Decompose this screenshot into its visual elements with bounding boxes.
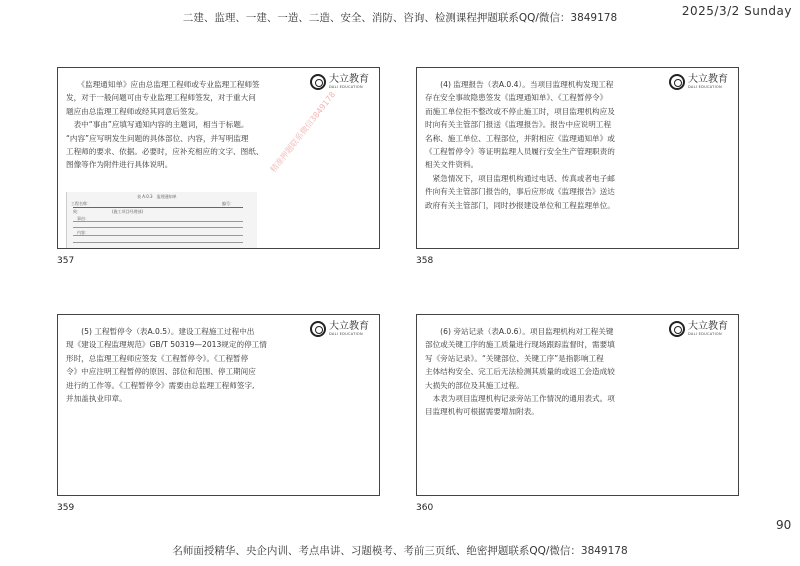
- text-line: 名称、施工单位、工程部位，并附相应《监理通知单》或: [425, 133, 615, 143]
- logo-cn: 大立教育: [329, 73, 369, 85]
- logo-en: DALI EDUCATION: [329, 331, 363, 336]
- text-line: 本表为项目监理机构记录旁站工作情况的通用表式。项: [425, 394, 615, 404]
- slide-text: [425, 78, 665, 212]
- slide-360: [416, 314, 739, 496]
- text-line: 并加盖执业印章。: [66, 394, 127, 404]
- text-line: 件向有关主管部门报告的，事后应形成《监理报告》送达: [425, 187, 615, 197]
- slide-number: 360: [416, 503, 434, 513]
- logo-icon: [310, 74, 326, 90]
- logo: [669, 74, 728, 90]
- logo-icon: [310, 321, 326, 337]
- footer-text: 名师面授精华、央企内训、考点串讲、习题模考、考前三页纸、绝密押题联系QQ/微信：3849178: [172, 545, 628, 557]
- slide-357: [57, 67, 380, 249]
- text-line: 《工程暂停令》等证明监理人员履行安全生产管理职责的: [425, 147, 615, 157]
- text-line: 令》中应注明工程暂停的原因、部位和范围、停工期间应: [66, 367, 256, 377]
- header-title: 二建、监理、一建、一造、二造、安全、消防、咨询、检测课程押题联系QQ/微信：3849178: [182, 12, 618, 24]
- text-line: 相关文件资料。: [425, 160, 479, 170]
- text-line: 目监理机构可根据需要增加附表。: [425, 407, 539, 417]
- text-line: 《监理通知单》应由总监理工程师或专业监理工程师签: [66, 80, 260, 89]
- text-line: 而施工单位拒不整改或不停止施工时，项目监理机构应及: [425, 106, 615, 116]
- slide-text: [66, 78, 306, 172]
- text-line: 发，对于一般问题可由专业监理工程师签发，对于重大问: [66, 93, 256, 103]
- text-line: (4) 监理报告（表A.0.4）。当项目监理机构发现工程: [425, 80, 614, 89]
- logo-en: DALI EDUCATION: [688, 331, 722, 336]
- logo-icon: [669, 74, 685, 90]
- text-line: 题应由总监理工程师或经其同意后签发。: [66, 106, 203, 116]
- slide-text: [66, 325, 306, 405]
- text-line: (5) 工程暂停令（表A.0.5）。建设工程施工过程中出: [66, 327, 255, 336]
- text-line: 部位或关键工序的施工质量进行现场跟踪监督时，需要填: [425, 340, 615, 350]
- watermark: 精准押题联系微信3849178: [268, 90, 338, 175]
- text-line: 存在安全事故隐患签发《监理通知单》、《工程暂停令》: [425, 93, 608, 103]
- text-line: 图像等作为附件进行具体说明。: [66, 160, 173, 170]
- logo-cn: 大立教育: [688, 320, 728, 332]
- logo-cn: 大立教育: [329, 320, 369, 332]
- text-line: 写《旁站记录》。“关键部位、关键工序”是指影响工程: [425, 353, 604, 363]
- text-line: 政府有关主管部门，同时抄报建设单位和工程监理单位。: [425, 200, 615, 210]
- text-line: 表中“事由”应填写通知内容的主题词，相当于标题。: [66, 120, 249, 130]
- form-label: (施工项目经理部): [112, 209, 144, 214]
- page-number: 90: [776, 518, 792, 532]
- form-title: 表 A.0.3 监理通知单: [137, 194, 177, 199]
- text-line: 大损失的部位及其施工过程。: [425, 380, 524, 390]
- slide-number: 359: [57, 503, 75, 513]
- text-line: 现《建设工程监理规范》GB/T 50319—2013规定的停工情: [66, 340, 267, 350]
- text-line: (6) 旁站记录（表A.0.6）。项目监理机构对工程关键: [425, 327, 614, 336]
- text-line: 主体结构安全、完工后无法检测其质量的或返工会造成较: [425, 367, 615, 377]
- slide-359: [57, 314, 380, 496]
- logo-cn: 大立教育: [688, 73, 728, 85]
- logo-icon: [669, 321, 685, 337]
- form-label: 工程名称：: [71, 201, 91, 206]
- text-line: “内容”应写明发生问题的具体部位、内容，并写明监理: [66, 133, 249, 143]
- form-label: 致：: [73, 209, 81, 214]
- slide-358: [416, 67, 739, 249]
- logo-en: DALI EDUCATION: [329, 84, 363, 89]
- logo: [669, 321, 728, 337]
- text-line: 工程师的要求、依据。必要时，应补充相应的文字、图纸、: [66, 147, 264, 157]
- form-label: 编号：: [222, 201, 234, 206]
- text-line: 时向有关主管部门报送《监理报告》。报告中应说明工程: [425, 120, 612, 130]
- form-image: [66, 192, 257, 248]
- slide-number: 358: [416, 256, 434, 266]
- logo: [310, 321, 369, 337]
- header-date: 2025/3/2 Sunday: [681, 4, 792, 18]
- text-line: 紧急情况下，项目监理机构通过电话、传真或者电子邮: [425, 173, 615, 183]
- slide-number: 357: [57, 256, 75, 266]
- logo-en: DALI EDUCATION: [688, 84, 722, 89]
- form-label: 事由：: [77, 216, 89, 221]
- slide-text: [425, 325, 665, 419]
- logo: [310, 74, 369, 90]
- text-line: 进行的工作等。《工程暂停令》需要由总监理工程师签字,: [66, 380, 255, 390]
- form-label: 内容：: [77, 230, 89, 235]
- text-line: 形时，总监理工程师应签发《工程暂停令》。《工程暂停: [66, 353, 249, 363]
